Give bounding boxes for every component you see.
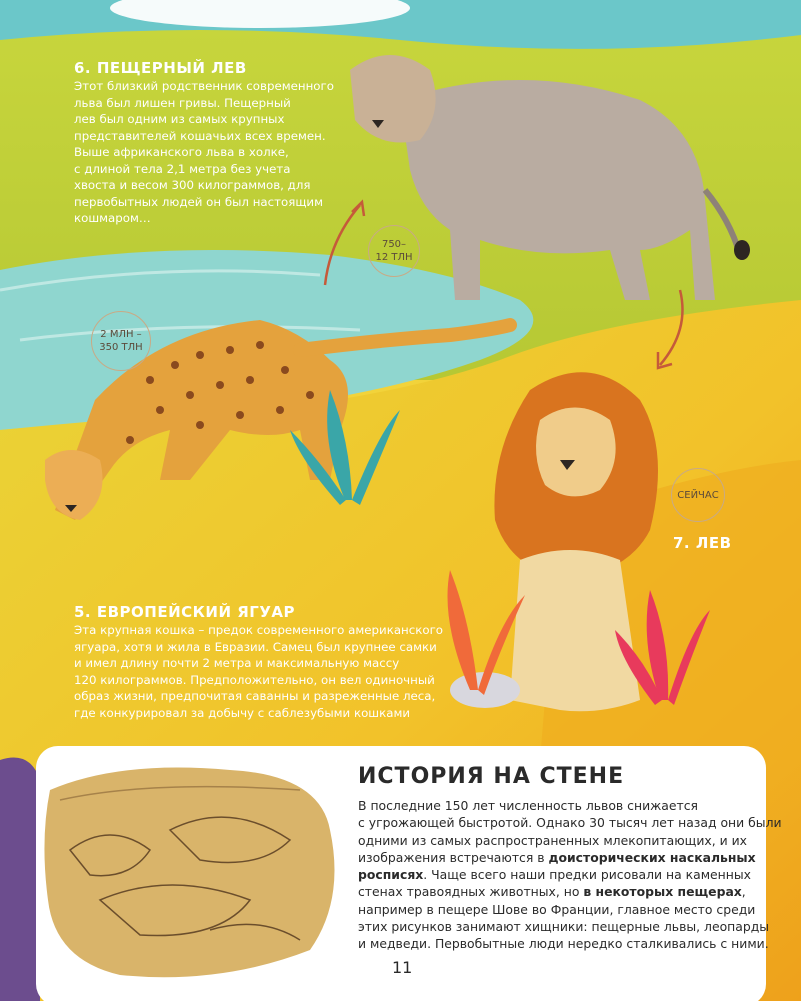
description-line: кошмаром…	[74, 211, 151, 225]
panel-line: В последние 150 лет численность львов снижается	[358, 798, 699, 813]
badge-line: 12 ТЛН	[375, 252, 413, 263]
description-line: 120 килограммов. Предположительно, он вел одиночный	[74, 672, 435, 687]
page-number: 11	[392, 958, 413, 977]
cave-lion-text	[74, 58, 334, 227]
panel-text-run: . Чаще всего наши предки рисовали на каменных	[423, 867, 752, 883]
panel-line	[358, 849, 782, 866]
description-line: образ жизни, предпочитая саванны и разреженные леса,	[74, 689, 436, 703]
panel-line: с угрожающей быстротой. Однако 30 тысяч лет назад они были	[358, 815, 782, 831]
description-line: с длиной тела 2,1 метра без учета	[74, 161, 291, 176]
panel-bold-run: в некоторых пещерах	[583, 884, 742, 900]
panel-line	[358, 866, 782, 883]
panel-line: например в пещере Шове во Франции, главное место среди	[358, 901, 756, 917]
description-line: лев был одним из самых крупных	[74, 112, 285, 126]
description-line: Эта крупная кошка – предок современного американского	[74, 623, 444, 637]
panel-body	[358, 797, 782, 953]
panel-bold-run: росписях	[358, 867, 424, 883]
panel-bold-run: доисторических наскальных	[548, 849, 756, 865]
description-line: ягуара, хотя и жила в Евразии. Самец был крупнее самки	[74, 639, 437, 654]
jaguar-heading: 5. ЕВРОПЕЙСКИЙ ЯГУАР	[74, 603, 296, 621]
jaguar-period-badge	[91, 311, 151, 371]
description-line: где конкурировал за добычу с саблезубыми кошками	[74, 705, 411, 720]
badge-line: 2 МЛН –	[100, 329, 142, 340]
lion-period-badge	[671, 468, 725, 522]
description-line: представителей кошачьих всех времен.	[74, 128, 326, 143]
jaguar-text	[74, 602, 443, 721]
jaguar-description	[74, 622, 443, 721]
cave-lion-period-badge	[368, 225, 420, 277]
panel-title: ИСТОРИЯ НА СТЕНЕ	[358, 764, 625, 789]
panel-line: и медведи. Первобытные люди нередко сталкивались с ними.	[358, 936, 769, 952]
cave-lion-description	[74, 78, 334, 227]
panel-text-run: ,	[741, 884, 746, 900]
panel-line: одними из самых распространенных млекопитающих, и их	[358, 832, 747, 848]
panel-text-run: стенах травоядных животных, но	[358, 884, 584, 900]
description-line: хвоста и весом 300 килограммов, для	[74, 178, 311, 192]
purple-rock	[0, 758, 40, 1001]
description-line: и имел длину почти 2 метра и максимальную массу	[74, 656, 400, 670]
badge-line: 350 ТЛН	[99, 342, 143, 353]
panel-line	[358, 883, 782, 900]
description-line: Этот близкий родственник современного	[74, 79, 334, 93]
panel-line: этих рисунков занимают хищники: пещерные львы, леопарды	[358, 919, 770, 935]
description-line: льва был лишен гривы. Пещерный	[74, 95, 291, 110]
lion-heading: 7. ЛЕВ	[673, 534, 732, 552]
description-line: Выше африканского льва в холке,	[74, 145, 289, 159]
badge-line: СЕЙЧАС	[677, 489, 719, 501]
panel-text-run: изображения встречаются в	[358, 849, 549, 865]
badge-line: 750–	[381, 239, 407, 250]
description-line: первобытных людей он был настоящим	[74, 194, 324, 209]
cave-lion-heading: 6. ПЕЩЕРНЫЙ ЛЕВ	[74, 59, 247, 77]
